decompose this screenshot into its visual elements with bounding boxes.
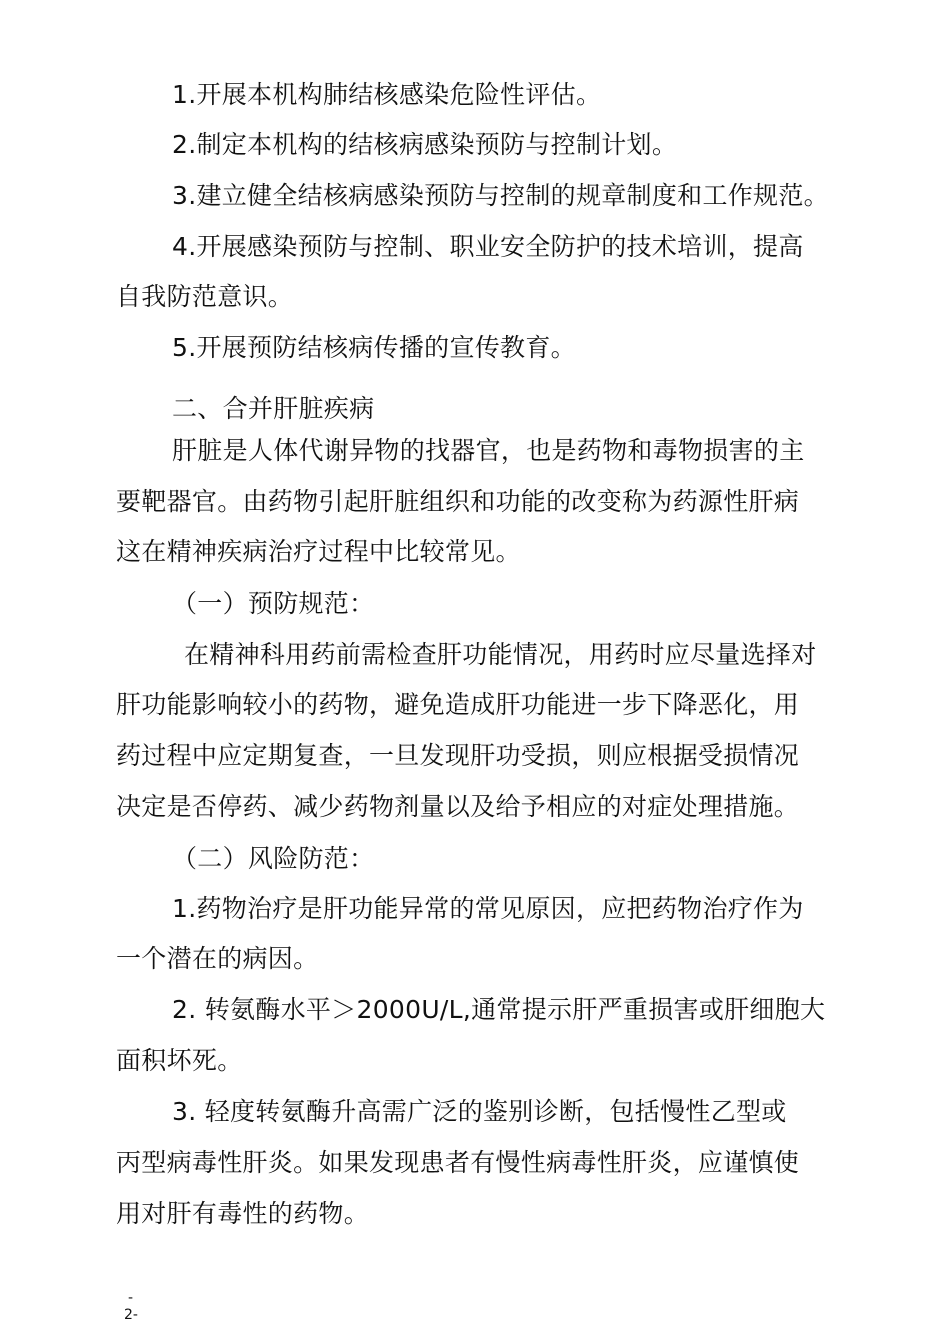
list-item-cont: 用对肝有毒性的药物。 bbox=[116, 1199, 370, 1228]
list-item-cont: 面积坏死。 bbox=[116, 1046, 243, 1075]
list-item: 3. 轻度转氨酶升高需广泛的鉴别诊断，包括慢性乙型或 bbox=[172, 1097, 787, 1126]
page-number: 2- bbox=[124, 1307, 138, 1323]
list-item-cont: 丙型病毒性肝炎。如果发现患者有慢性病毒性肝炎，应谨慎使 bbox=[116, 1148, 800, 1177]
subsection-heading-2: （二）风险防范： bbox=[172, 844, 375, 873]
list-item-1: 1.开展本机构肺结核感染危险性评估。 bbox=[172, 80, 602, 109]
paragraph-line: 决定是否停药、减少药物剂量以及给予相应的对症处理措施。 bbox=[116, 792, 800, 821]
paragraph-line: 肝脏是人体代谢异物的找器官，也是药物和毒物损害的主 bbox=[172, 436, 805, 465]
list-item: 2. 转氨酶水平＞2000U/L,通常提示肝严重损害或肝细胞大 bbox=[172, 995, 826, 1024]
list-item-4-cont: 自我防范意识。 bbox=[116, 282, 294, 311]
subsection-heading-1: （一）预防规范： bbox=[172, 589, 375, 618]
paragraph-line: 肝功能影响较小的药物，避免造成肝功能进一步下降恶化，用 bbox=[116, 690, 800, 719]
page-number-dash: - bbox=[128, 1290, 134, 1306]
list-item-2: 2.制定本机构的结核病感染预防与控制计划。 bbox=[172, 130, 678, 159]
section-heading-2: 二、合并肝脏疾病 bbox=[172, 394, 375, 423]
list-item-5: 5.开展预防结核病传播的宣传教育。 bbox=[172, 333, 576, 362]
list-item-4: 4.开展感染预防与控制、职业安全防护的技术培训，提高 bbox=[172, 232, 804, 261]
list-item-3: 3.建立健全结核病感染预防与控制的规章制度和工作规范。 bbox=[172, 181, 829, 210]
list-item: 1.药物治疗是肝功能异常的常见原因，应把药物治疗作为 bbox=[172, 894, 804, 923]
paragraph-line: 药过程中应定期复查，一旦发现肝功受损，则应根据受损情况 bbox=[116, 741, 800, 770]
paragraph-line: 在精神科用药前需检查肝功能情况，用药时应尽量选择对 bbox=[184, 640, 817, 669]
paragraph-line: 要靶器官。由药物引起肝脏组织和功能的改变称为药源性肝病 bbox=[116, 487, 800, 516]
list-item-cont: 一个潜在的病因。 bbox=[116, 944, 319, 973]
paragraph-line: 这在精神疾病治疗过程中比较常见。 bbox=[116, 537, 521, 566]
